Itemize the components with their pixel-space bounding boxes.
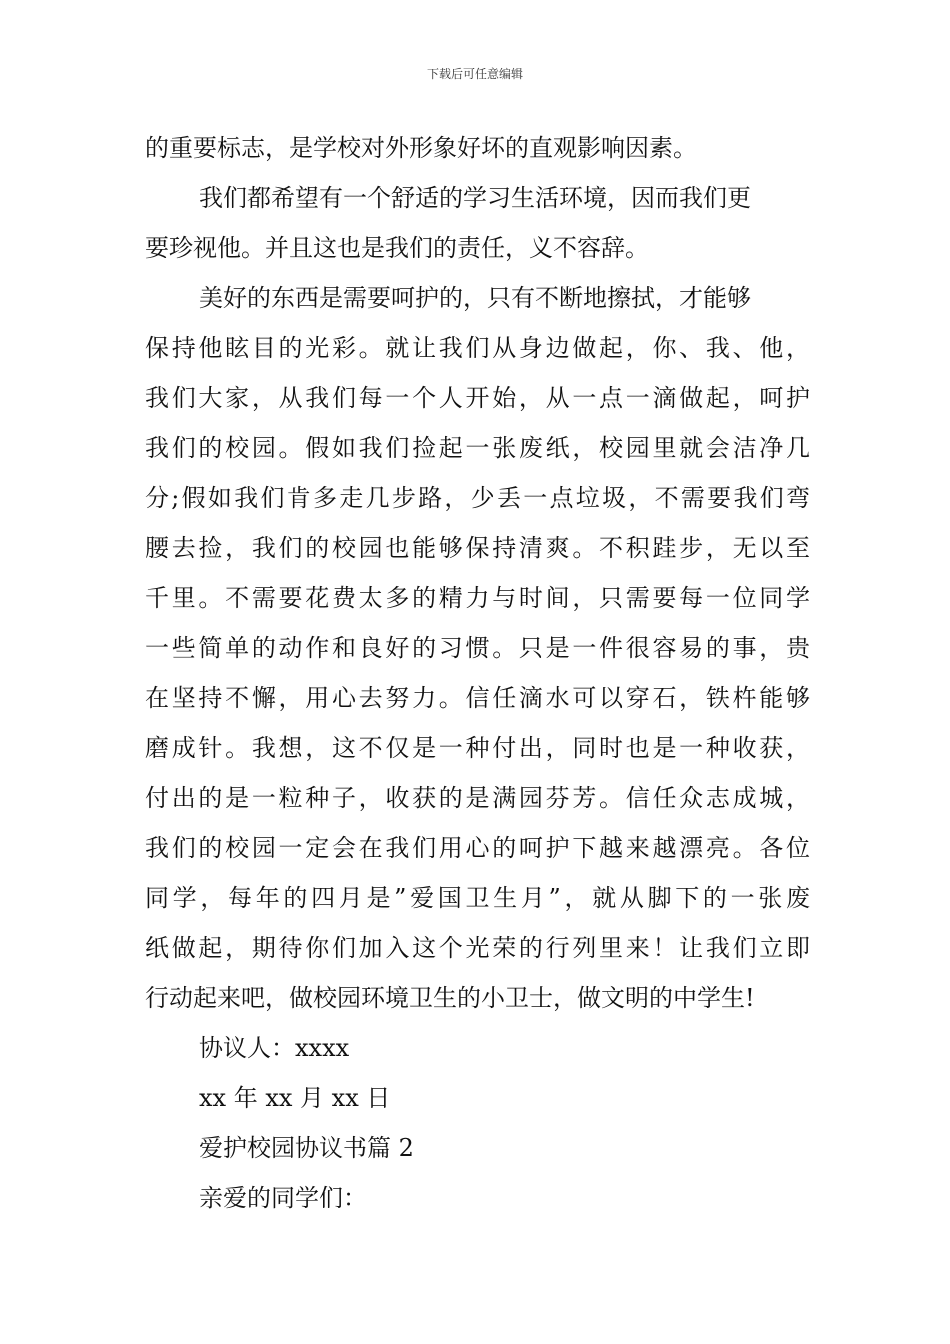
text-line: 亲爱的同学们： (199, 1184, 367, 1212)
text-line: 协议人：xxxx (199, 1034, 350, 1062)
text-line: 我们的校园。假如我们捡起一张废纸，校园里就会洁净几 (145, 434, 810, 462)
text-line: 我们的校园一定会在我们用心的呵护下越来越漂亮。各位 (145, 834, 810, 862)
document-body (145, 126, 810, 1226)
text-line: 美好的东西是需要呵护的，只有不断地擦拭，才能够 (199, 284, 751, 312)
text-line: 一些简单的动作和良好的习惯。只是一件很容易的事，贵 (145, 634, 810, 662)
text-line: 磨成针。我想，这不仅是一种付出，同时也是一种收获， (145, 734, 810, 762)
text-line: 要珍视他。并且这也是我们的责任，义不容辞。 (145, 234, 649, 262)
text-line: 腰去捡，我们的校园也能够保持清爽。不积跬步，无以至 (145, 534, 810, 562)
text-line: 我们大家，从我们每一个人开始，从一点一滴做起，呵护 (145, 384, 810, 412)
text-line: 同学，每年的四月是”爱国卫生月”，就从脚下的一张废 (145, 884, 810, 912)
text-line: xx 年 xx 月 xx 日 (199, 1084, 391, 1112)
text-line: 分;假如我们肯多走几步路，少丢一点垃圾，不需要我们弯 (145, 484, 810, 512)
text-line: 行动起来吧，做校园环境卫生的小卫士，做文明的中学生! (145, 984, 755, 1012)
page-header: 下载后可任意编辑 (426, 67, 523, 81)
text-line: 保持他眩目的光彩。就让我们从身边做起，你、我、他， (145, 334, 810, 362)
text-line: 在坚持不懈，用心去努力。信任滴水可以穿石，铁杵能够 (145, 684, 810, 712)
text-line: 爱护校园协议书篇 2 (199, 1134, 414, 1162)
text-line: 我们都希望有一个舒适的学习生活环境，因而我们更 (199, 184, 751, 212)
text-line: 纸做起，期待你们加入这个光荣的行列里来！让我们立即 (145, 934, 810, 962)
text-line: 的重要标志，是学校对外形象好坏的直观影响因素。 (145, 134, 697, 162)
text-line: 付出的是一粒种子，收获的是满园芬芳。信任众志成城， (145, 784, 810, 812)
text-line: 千里。不需要花费太多的精力与时间，只需要每一位同学 (145, 584, 810, 612)
